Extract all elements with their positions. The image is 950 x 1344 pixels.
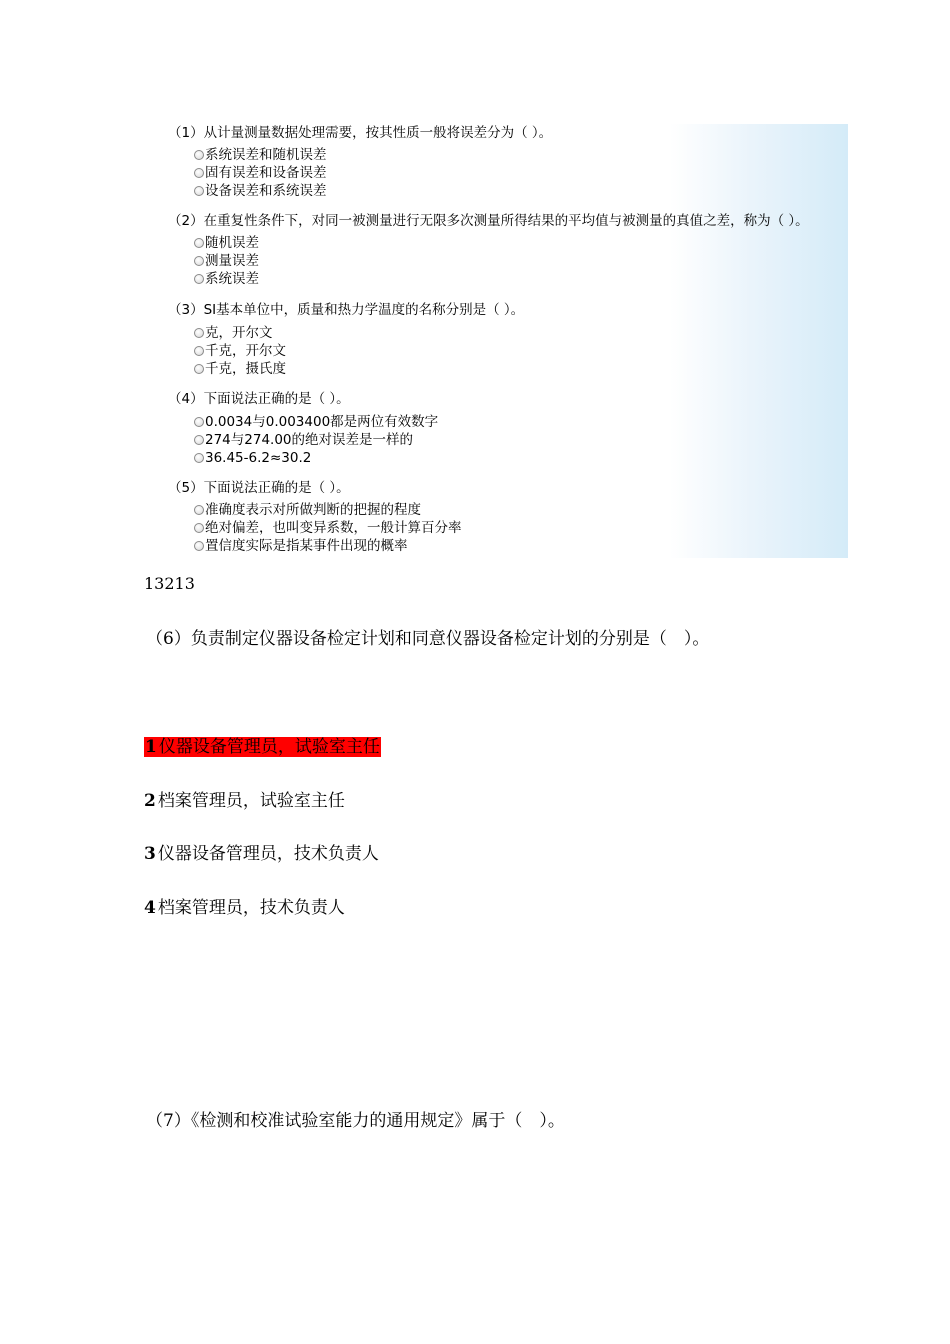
radio-button-icon[interactable]	[194, 541, 204, 551]
option-label: 绝对偏差，也叫变异系数，一般计算百分率	[205, 520, 462, 536]
choice-number: 2	[144, 791, 156, 811]
question-6-choice-4	[144, 893, 345, 918]
choice-number: 3	[144, 844, 156, 864]
question-6-text: （6）负责制定仪器设备检定计划和同意仪器设备检定计划的分别是（ ）。	[146, 629, 710, 649]
radio-button-icon[interactable]	[194, 346, 204, 356]
option-label: 274与274.00的绝对误差是一样的	[205, 432, 414, 448]
question-1-options	[194, 146, 327, 200]
question-3-option-a[interactable]	[194, 324, 286, 342]
radio-button-icon[interactable]	[194, 186, 204, 196]
radio-button-icon[interactable]	[194, 523, 204, 533]
question-2-options	[194, 234, 259, 288]
question-6-choice-3	[144, 839, 379, 864]
question-4-options	[194, 413, 438, 467]
answer-code: 13213	[144, 574, 195, 593]
question-1-option-b[interactable]	[194, 164, 327, 182]
question-4-option-c[interactable]	[194, 449, 438, 467]
question-3-option-c[interactable]	[194, 360, 286, 378]
question-4-option-a[interactable]	[194, 413, 438, 431]
option-label: 系统误差	[205, 271, 259, 287]
option-label: 36.45-6.2≈30.2	[205, 450, 312, 466]
choice-text: 档案管理员，试验室主任	[157, 791, 345, 811]
option-label: 置信度实际是指某事件出现的概率	[205, 538, 408, 554]
choice-number: 1	[145, 737, 157, 757]
choice-text: 仪器设备管理员，试验室主任	[158, 737, 380, 757]
option-label: 0.0034与0.003400都是两位有效数字	[205, 414, 439, 430]
option-label: 系统误差和随机误差	[205, 147, 327, 163]
option-label: 千克，摄氏度	[205, 361, 286, 377]
question-4-text: （4）下面说法正确的是（ ）。	[168, 391, 350, 407]
quiz-screenshot-panel	[162, 124, 848, 558]
radio-button-icon[interactable]	[194, 505, 204, 515]
radio-button-icon[interactable]	[194, 238, 204, 248]
question-7-text: （7）《检测和校准试验室能力的通用规定》属于（ ）。	[146, 1111, 565, 1131]
radio-button-icon[interactable]	[194, 328, 204, 338]
option-label: 设备误差和系统误差	[205, 183, 327, 199]
question-1-text: （1）从计量测量数据处理需要，按其性质一般将误差分为（ ）。	[168, 125, 553, 141]
question-2-option-c[interactable]	[194, 270, 259, 288]
radio-button-icon[interactable]	[194, 435, 204, 445]
option-label: 测量误差	[205, 253, 259, 269]
question-2-text: （2）在重复性条件下，对同一被测量进行无限多次测量所得结果的平均值与被测量的真值之差，称为（ ）。	[168, 213, 809, 229]
question-3-option-b[interactable]	[194, 342, 286, 360]
radio-button-icon[interactable]	[194, 168, 204, 178]
question-6-choice-2	[144, 786, 345, 811]
choice-text: 档案管理员，技术负责人	[157, 898, 345, 918]
radio-button-icon[interactable]	[194, 453, 204, 463]
option-label: 固有误差和设备误差	[205, 165, 327, 181]
choice-number: 4	[144, 898, 156, 918]
radio-button-icon[interactable]	[194, 274, 204, 284]
question-4-option-b[interactable]	[194, 431, 438, 449]
radio-button-icon[interactable]	[194, 150, 204, 160]
radio-button-icon[interactable]	[194, 256, 204, 266]
choice-text: 仪器设备管理员，技术负责人	[157, 844, 379, 864]
question-6-choice-1	[144, 732, 381, 757]
option-label: 千克，开尔文	[205, 343, 286, 359]
question-2-option-b[interactable]	[194, 252, 259, 270]
radio-button-icon[interactable]	[194, 417, 204, 427]
radio-button-icon[interactable]	[194, 364, 204, 374]
question-3-options	[194, 324, 286, 378]
option-label: 克，开尔文	[205, 325, 273, 341]
question-5-option-b[interactable]	[194, 519, 462, 537]
question-5-option-c[interactable]	[194, 537, 462, 555]
option-label: 准确度表示对所做判断的把握的程度	[205, 502, 421, 518]
question-5-options	[194, 501, 462, 555]
question-5-text: （5）下面说法正确的是（ ）。	[168, 480, 350, 496]
highlighted-answer	[144, 737, 381, 757]
question-3-text: （3）SI基本单位中，质量和热力学温度的名称分别是（ ）。	[168, 302, 525, 318]
question-5-option-a[interactable]	[194, 501, 462, 519]
question-1-option-c[interactable]	[194, 182, 327, 200]
question-2-option-a[interactable]	[194, 234, 259, 252]
option-label: 随机误差	[205, 235, 259, 251]
question-1-option-a[interactable]	[194, 146, 327, 164]
